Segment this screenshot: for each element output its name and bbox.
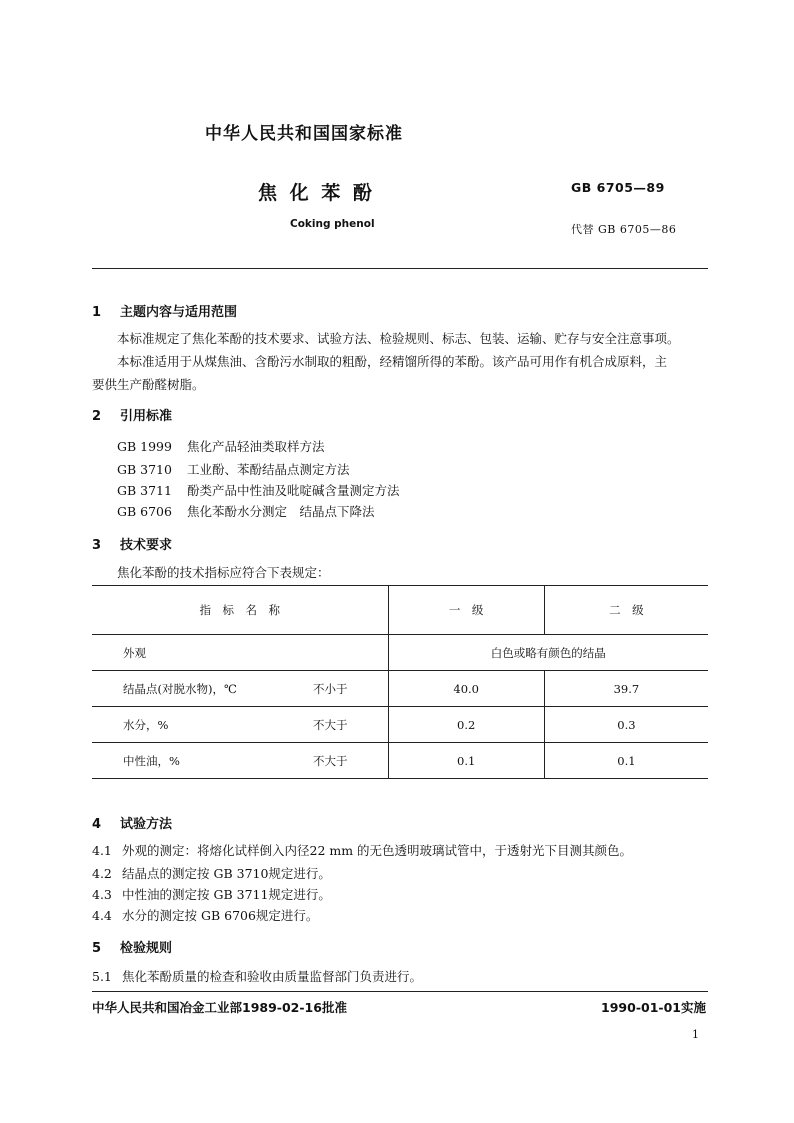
- section-number: 3: [92, 538, 102, 553]
- section-2-heading: [92, 405, 172, 424]
- clause-number: 4.2: [92, 866, 112, 881]
- table-row: [92, 743, 708, 779]
- clause-text: 焦化苯酚质量的检查和验收由质量监督部门负责进行。: [122, 969, 423, 984]
- section-3-heading: [92, 534, 172, 553]
- clause-number: 4.3: [92, 887, 112, 902]
- clause-item: [92, 864, 331, 882]
- indicator-limit: 不大于: [313, 717, 348, 732]
- reference-item: [117, 460, 350, 478]
- clause-item: [92, 841, 632, 859]
- table-cell-name: [92, 743, 388, 779]
- section-1-paragraph-2-cont: 要供生产酚醛树脂。: [92, 377, 205, 392]
- document-title: 焦 化 苯 酚: [258, 182, 375, 204]
- clause-number: 4.1: [92, 843, 112, 858]
- reference-name: 焦化产品轻油类取样方法: [187, 439, 325, 454]
- table-row: [92, 707, 708, 743]
- effective-date: 1990-01-01实施: [601, 1000, 706, 1015]
- indicator-name: 结晶点(对脱水物)，℃: [123, 681, 237, 696]
- section-4-heading: [92, 813, 172, 832]
- table-cell-grade-1: 0.1: [388, 743, 544, 779]
- table-cell-grade-2: 0.3: [544, 707, 708, 743]
- clause-number: 4.4: [92, 908, 112, 923]
- section-5-heading: [92, 937, 172, 956]
- section-1-paragraph-2: 本标准适用于从煤焦油、含酚污水制取的粗酚，经精馏所得的苯酚。该产品可用作有机合成原料，主: [117, 354, 668, 369]
- table-cell-grade-1: 40.0: [388, 671, 544, 707]
- clause-text: 外观的测定：将熔化试样倒入内径22 mm 的无色透明玻璃试管中，于透射光下目测其颜色。: [122, 843, 633, 858]
- replaces-standard: 代替 GB 6705—86: [571, 223, 677, 236]
- table-cell-grade-1: 0.2: [388, 707, 544, 743]
- section-number: 4: [92, 817, 102, 832]
- clause-item: [92, 885, 331, 903]
- indicator-limit: 不小于: [313, 681, 348, 696]
- standard-org-title: 中华人民共和国国家标准: [205, 124, 403, 144]
- page-number: 1: [692, 1028, 699, 1041]
- section-number: 1: [92, 305, 102, 320]
- header-divider: [92, 268, 708, 269]
- table-cell-appearance-value: 白色或略有颜色的结晶: [388, 635, 708, 671]
- approval-line: 中华人民共和国冶金工业部1989-02-16批准: [92, 1000, 347, 1015]
- section-1-heading: [92, 301, 237, 320]
- document-subtitle: Coking phenol: [290, 218, 375, 230]
- section-1-paragraph-1: 本标准规定了焦化苯酚的技术要求、试验方法、检验规则、标志、包装、运输、贮存与安全注意事项。: [117, 331, 680, 346]
- section-number: 5: [92, 941, 102, 956]
- header-grade-1: 一 级: [388, 586, 544, 635]
- clause-text: 水分的测定按 GB 6706规定进行。: [122, 908, 319, 923]
- reference-name: 焦化苯酚水分测定 结晶点下降法: [187, 504, 375, 519]
- clause-text: 中性油的测定按 GB 3711规定进行。: [122, 887, 331, 902]
- table-cell-name: [92, 635, 388, 671]
- header-indicator-name: 指 标 名 称: [199, 603, 281, 617]
- reference-item: [117, 437, 325, 455]
- section-title: 主题内容与适用范围: [120, 305, 238, 320]
- table-row-appearance: [92, 635, 708, 671]
- reference-code: GB 3711: [117, 483, 172, 498]
- clause-item: [92, 967, 422, 985]
- table-cell-grade-2: 0.1: [544, 743, 708, 779]
- reference-code: GB 1999: [117, 439, 172, 454]
- reference-code: GB 3710: [117, 462, 172, 477]
- table-cell-name: [92, 671, 388, 707]
- reference-name: 酚类产品中性油及吡啶碱含量测定方法: [187, 483, 400, 498]
- indicator-name: 中性油，%: [123, 753, 180, 768]
- table-cell-grade-2: 39.7: [544, 671, 708, 707]
- clause-number: 5.1: [92, 969, 112, 984]
- section-3-intro: 焦化苯酚的技术指标应符合下表规定：: [117, 565, 330, 580]
- footer-divider: [92, 991, 708, 992]
- table-cell-name: [92, 707, 388, 743]
- section-title: 检验规则: [120, 941, 173, 956]
- reference-item: [117, 502, 375, 520]
- section-number: 2: [92, 409, 102, 424]
- reference-item: [117, 481, 400, 499]
- indicator-limit: 不大于: [313, 753, 348, 768]
- section-title: 引用标准: [120, 409, 173, 424]
- clause-item: [92, 906, 318, 924]
- specification-table: [92, 585, 708, 779]
- indicator-name: 水分，%: [123, 717, 169, 732]
- header-grade-2: 二 级: [544, 586, 708, 635]
- section-title: 试验方法: [120, 817, 173, 832]
- clause-text: 结晶点的测定按 GB 3710规定进行。: [122, 866, 331, 881]
- standard-code: GB 6705—89: [571, 180, 665, 195]
- reference-name: 工业酚、苯酚结晶点测定方法: [187, 462, 350, 477]
- section-title: 技术要求: [120, 538, 173, 553]
- indicator-name: 外观: [123, 645, 146, 660]
- table-header-row: [92, 586, 708, 635]
- table-row: [92, 671, 708, 707]
- reference-code: GB 6706: [117, 504, 172, 519]
